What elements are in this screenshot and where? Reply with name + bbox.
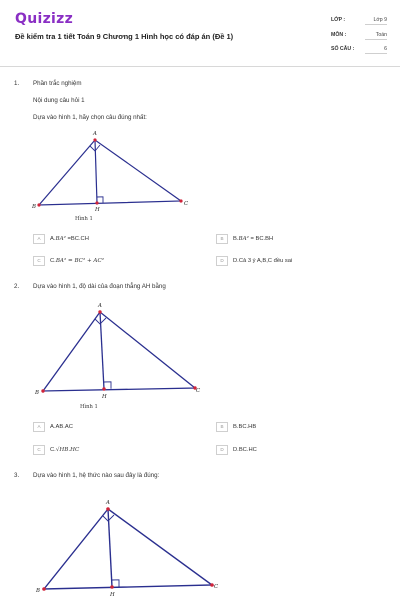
triangle-abc [44, 509, 212, 589]
vertex-h-label: H [102, 394, 107, 400]
question-1-figure [30, 126, 190, 226]
vertex-h-label: H [110, 592, 115, 598]
option-letter-box: D [216, 445, 228, 455]
header [0, 0, 400, 62]
figure-2-caption: Hình 1 [80, 404, 98, 410]
triangle-abc [39, 140, 181, 205]
q1-option-a[interactable] [33, 234, 89, 244]
question-1-number: 1. [14, 80, 20, 87]
vertex-b-label: B [36, 588, 40, 594]
question-3-prompt: Dựa vào hình 1, hệ thức nào sau đây là đúng: [33, 472, 160, 479]
option-text: = BC.BH [248, 236, 274, 242]
question-3-number: 3. [14, 472, 20, 479]
document-title: Đề kiểm tra 1 tiết Toán 9 Chương 1 Hình học có đáp án (Đề 1) [15, 32, 234, 41]
triangle-figure-2 [30, 300, 210, 416]
quizizz-logo: Quizizz [15, 11, 74, 27]
option-text: BC.HB [238, 424, 257, 430]
option-letter-box: C [33, 256, 45, 266]
q2-option-a[interactable] [33, 422, 73, 432]
subject-value: Toán [365, 32, 387, 40]
option-prefix: D. [233, 258, 239, 264]
vertex-a-dot [93, 138, 96, 141]
option-math: BA² [238, 236, 249, 242]
vertex-a-label: A [106, 500, 110, 506]
q2-option-d[interactable] [216, 445, 257, 455]
class-value: Lớp 9 [365, 17, 387, 25]
subject-label: MÔN : [331, 32, 347, 38]
option-prefix: B. [233, 424, 239, 430]
option-prefix: C. [50, 258, 56, 264]
option-text: AB.AC [55, 424, 73, 430]
q2-option-c[interactable] [33, 445, 79, 455]
question-3-figure [30, 496, 230, 600]
vertex-a-dot [106, 507, 110, 511]
option-letter-box: A [33, 422, 45, 432]
header-divider [0, 66, 400, 67]
vertex-a-dot [98, 310, 101, 313]
option-math: BA² = BC² + AC² [55, 258, 104, 264]
question-2-prompt: Dựa vào hình 1, độ dài của đoạn thẳng AH bằng [33, 283, 166, 290]
option-math: √HB.HC [55, 447, 80, 453]
vertex-h-dot [110, 585, 114, 589]
option-letter-box: B [216, 422, 228, 432]
q1-option-b[interactable] [216, 234, 273, 244]
vertex-c-label: C [184, 201, 189, 207]
option-math: BA² [55, 236, 66, 242]
vertex-c-label: C [214, 584, 219, 590]
question-1-prompt: Dựa vào hình 1, hãy chọn câu đúng nhất: [33, 114, 147, 121]
figure-1-caption: Hình 1 [75, 216, 93, 222]
vertex-a-label: A [98, 303, 102, 309]
option-text: BC.HC [238, 447, 257, 453]
option-letter-box: B [216, 234, 228, 244]
question-1-section: Phần trắc nghiệm [33, 80, 82, 87]
option-letter-box: D [216, 256, 228, 266]
count-value: 6 [365, 46, 387, 54]
option-text: =BC.CH [65, 236, 89, 242]
option-prefix: C. [50, 447, 56, 453]
count-label: SỐ CÂU : [331, 46, 355, 52]
triangle-figure-1 [30, 126, 190, 226]
option-prefix: D. [233, 447, 239, 453]
triangle-abc [43, 312, 195, 391]
class-label: LỚP : [331, 17, 346, 23]
vertex-b-label: B [32, 204, 36, 210]
option-prefix: A. [50, 236, 56, 242]
option-prefix: A. [50, 424, 56, 430]
question-2-number: 2. [14, 283, 20, 290]
vertex-h-dot [95, 201, 98, 204]
vertex-b-dot [41, 389, 44, 392]
vertex-h-dot [102, 387, 105, 390]
vertex-h-label: H [95, 207, 100, 213]
question-1-content: Nội dung câu hỏi 1 [33, 97, 85, 104]
vertex-c-dot [179, 199, 182, 202]
q2-option-b[interactable] [216, 422, 256, 432]
option-letter-box: C [33, 445, 45, 455]
option-letter-box: A [33, 234, 45, 244]
vertex-b-dot [37, 203, 40, 206]
q1-option-d[interactable] [216, 256, 292, 266]
triangle-figure-3 [30, 496, 230, 600]
vertex-c-label: C [196, 388, 201, 394]
vertex-b-dot [42, 587, 46, 591]
option-prefix: B. [233, 236, 239, 242]
q1-option-c[interactable] [33, 256, 104, 266]
vertex-b-label: B [35, 390, 39, 396]
question-2-figure [30, 300, 210, 416]
vertex-a-label: A [93, 131, 97, 137]
option-text: Cả 3 ý A,B,C đều sai [238, 258, 293, 264]
